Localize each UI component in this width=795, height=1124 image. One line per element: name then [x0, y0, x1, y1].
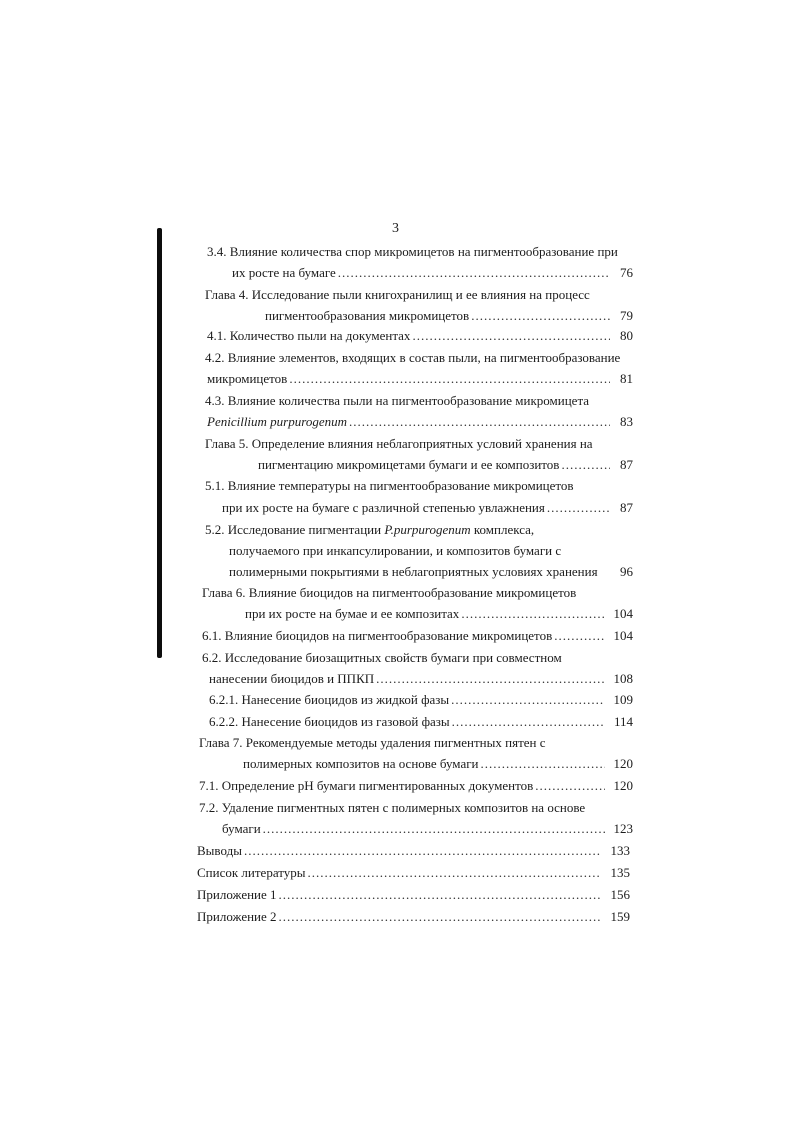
toc-entry-text: бумаги	[222, 821, 261, 836]
toc-entry-text: микромицетов	[207, 371, 288, 386]
toc-page-number: 80	[620, 328, 633, 343]
toc-entry-6-2-line-2	[209, 671, 605, 687]
toc-page-number: 96	[620, 564, 633, 579]
toc-entry-appendix-2	[197, 909, 600, 925]
toc-page-number: 104	[613, 606, 633, 621]
dot-leader	[347, 414, 610, 430]
toc-entry-appendix-1	[197, 887, 600, 903]
toc-page-number: 109	[613, 692, 633, 707]
dot-leader	[410, 328, 610, 344]
toc-entry-text: 6.2.1. Нанесение биоцидов из жидкой фазы	[209, 692, 450, 707]
toc-entry-text: Выводы	[197, 843, 242, 858]
toc-entry-text: Приложение 2	[197, 909, 277, 924]
dot-leader	[459, 606, 605, 622]
dot-leader	[261, 821, 605, 837]
toc-entry-text: при их росте на бумаге с различной степенью увлажнения	[222, 500, 545, 515]
toc-entry-text: пигментообразования микромицетов	[265, 308, 470, 323]
toc-entry-7-1	[199, 778, 605, 794]
toc-entry-6-2-1	[209, 692, 605, 708]
toc-entry-3-4-line-1: 3.4. Влияние количества спор микромицетов на пигментообразование при	[207, 244, 618, 259]
toc-entry-5-1-line-1: 5.1. Влияние температуры на пигментообразование микромицетов	[205, 478, 574, 493]
toc-page-number: 108	[613, 671, 633, 686]
toc-entry-5-1-line-2	[222, 500, 610, 516]
toc-entry-species-text: Penicillium purpurogenum	[207, 414, 347, 429]
toc-chapter-4-line-2	[265, 308, 610, 324]
toc-chapter-6-line-1: Глава 6. Влияние биоцидов на пигментообразование микромицетов	[202, 585, 577, 600]
dot-leader	[277, 887, 600, 903]
dot-leader	[449, 692, 605, 708]
dot-leader	[469, 308, 610, 324]
dot-leader	[277, 909, 600, 925]
dot-leader	[287, 371, 610, 387]
toc-page-number: 87	[620, 457, 633, 472]
toc-page-number: 120	[613, 756, 633, 771]
toc-page-number: 133	[610, 843, 630, 858]
toc-page-number: 87	[620, 500, 633, 515]
toc-page-number: 120	[613, 778, 633, 793]
toc-entry-text: Приложение 1	[197, 887, 277, 902]
toc-entry-text: полимерных композитов на основе бумаги	[243, 756, 479, 771]
toc-page-number: 83	[620, 414, 633, 429]
toc-entry-text: нанесении биоцидов и ППКП	[209, 671, 375, 686]
dot-leader	[479, 756, 605, 772]
toc-page-number: 159	[610, 909, 630, 924]
toc-page-number: 81	[620, 371, 633, 386]
toc-entry-5-2-line-1	[205, 522, 534, 538]
toc-chapter-7-line-2	[243, 756, 605, 772]
page-number: 3	[392, 221, 399, 236]
toc-entry-4-2-line-1: 4.2. Влияние элементов, входящих в состав пыли, на пигментообразование	[205, 350, 621, 365]
toc-chapter-7-line-1: Глава 7. Рекомендуемые методы удаления пигментных пятен с	[199, 735, 546, 750]
toc-entry-text: 4.1. Количество пыли на документах	[207, 328, 411, 343]
toc-entry-4-2-line-2	[207, 371, 610, 387]
toc-page-number: 123	[613, 821, 633, 836]
toc-chapter-5-line-1: Глава 5. Определение влияния неблагоприятных условий хранения на	[205, 436, 593, 451]
toc-chapter-6-line-2	[245, 606, 605, 622]
toc-page-number: 135	[610, 865, 630, 880]
toc-entry-text: при их росте на бумае и ее композитах	[245, 606, 460, 621]
toc-entry-text: 7.1. Определение pH бумаги пигментированных документов	[199, 778, 534, 793]
toc-entry-4-3-line-1: 4.3. Влияние количества пыли на пигментообразование микромицета	[205, 393, 590, 408]
toc-entry-6-1	[202, 628, 605, 644]
toc-entry-text: пигментацию микромицетами бумаги и ее композитов	[258, 457, 560, 472]
dot-leader	[242, 843, 600, 859]
toc-entry-conclusions	[197, 843, 600, 859]
toc-entry-6-2-2	[209, 714, 605, 730]
toc-entry-text: 5.2. Исследование пигментации	[205, 522, 385, 537]
toc-entry-5-2-line-2: получаемого при инкапсулировании, и композитов бумаги с	[229, 543, 562, 558]
toc-page-number: 76	[620, 265, 633, 280]
toc-entry-species-text: P.purpurogenum	[384, 522, 471, 537]
toc-entry-6-2-line-1: 6.2. Исследование биозащитных свойств бумаги при совместном	[202, 650, 562, 665]
toc-page-number: 104	[613, 628, 633, 643]
toc-chapter-5-line-2	[258, 457, 610, 473]
toc-entry-5-2-line-3: полимерными покрытиями в неблагоприятных условиях хранения	[229, 564, 598, 579]
toc-entry-text: их росте на бумаге	[232, 265, 336, 280]
toc-entry-7-2-line-1: 7.2. Удаление пигментных пятен с полимерных композитов на основе	[199, 800, 586, 815]
toc-entry-4-3-line-2	[207, 414, 610, 430]
toc-page-number: 156	[610, 887, 630, 902]
toc-entry-text: комплекса,	[470, 522, 535, 537]
toc-page-number: 114	[613, 714, 633, 729]
toc-entry-text: Список литературы	[197, 865, 306, 880]
toc-entry-7-2-line-2	[222, 821, 605, 837]
toc-entry-text: 6.1. Влияние биоцидов на пигментообразование микромицетов	[202, 628, 553, 643]
toc-entry-references	[197, 865, 600, 881]
toc-page-number: 79	[620, 308, 633, 323]
toc-entry-text: 6.2.2. Нанесение биоцидов из газовой фазы	[209, 714, 450, 729]
dot-leader	[450, 714, 605, 730]
dot-leader	[374, 671, 605, 687]
toc-chapter-4-line-1: Глава 4. Исследование пыли книгохранилищ и ее влияния на процесс	[205, 287, 590, 302]
dot-leader	[336, 265, 610, 281]
toc-entry-4-1	[207, 328, 610, 344]
dot-leader	[306, 865, 601, 881]
toc-entry-3-4-line-2	[232, 265, 610, 281]
